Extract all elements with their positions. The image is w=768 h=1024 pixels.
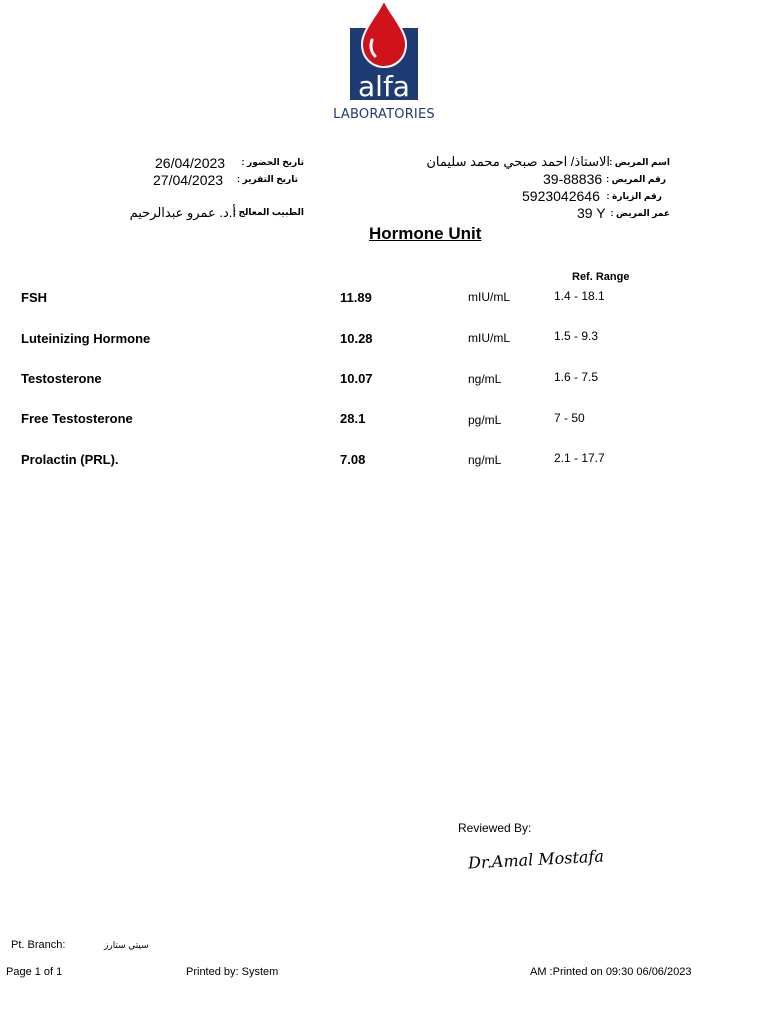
visit-number-value: 5923042646 <box>522 188 600 204</box>
test-name: Testosterone <box>21 371 102 386</box>
patient-name-value: الاستاذ/ احمد صبحي محمد سليمان <box>426 154 610 169</box>
visit-number-label: رقم الزيارة : <box>606 191 662 201</box>
patient-name-label: اسم المريض : <box>609 157 670 167</box>
reviewed-by-label: Reviewed By: <box>458 821 532 835</box>
test-name: Prolactin (PRL). <box>21 452 119 467</box>
patient-age-value: 39 Y <box>577 205 606 221</box>
report-title: Hormone Unit <box>369 224 482 243</box>
test-ref-range: 7 - 50 <box>554 411 585 425</box>
test-unit: ng/mL <box>468 453 502 467</box>
patient-id-value: 39-88836 <box>543 171 603 187</box>
test-result: 28.1 <box>340 411 366 426</box>
doctor-label: الطبيب المعالج : <box>233 207 304 217</box>
test-ref-range: 1.6 - 7.5 <box>554 370 599 384</box>
test-name: FSH <box>21 290 47 305</box>
test-name: Luteinizing Hormone <box>21 331 151 346</box>
test-result: 10.07 <box>340 371 373 386</box>
doctor-name-value: أ.د. عمرو عبدالرحيم <box>129 205 236 220</box>
attendance-date-label: تاريخ الحضور : <box>241 157 304 167</box>
test-result: 11.89 <box>340 290 372 305</box>
test-unit: mIU/mL <box>468 331 510 345</box>
table-row <box>0 451 768 471</box>
test-ref-range: 1.4 - 18.1 <box>554 289 605 303</box>
reviewer-signature: Dr.Amal Mostafa <box>467 846 605 873</box>
test-ref-range: 1.5 - 9.3 <box>554 329 599 343</box>
patient-id-label: رقم المريض : <box>606 174 666 184</box>
page-number: Page 1 of 1 <box>6 966 63 978</box>
test-result: 7.08 <box>340 452 366 467</box>
test-result: 10.28 <box>340 331 373 346</box>
printed-on: AM :Printed on 09:30 06/06/2023 <box>530 966 692 978</box>
test-unit: mIU/mL <box>468 290 510 304</box>
branch-value: سيتي ستارز <box>104 940 149 950</box>
table-row <box>0 329 768 349</box>
attendance-date-value: 26/04/2023 <box>155 155 226 171</box>
table-row <box>0 369 768 389</box>
test-unit: pg/mL <box>468 413 502 427</box>
patient-age-label: عمر المريض : <box>610 208 670 218</box>
test-name: Free Testosterone <box>21 411 133 426</box>
printed-by: Printed by: System <box>186 966 279 978</box>
ref-range-header: Ref. Range <box>572 271 630 283</box>
table-row <box>0 410 768 430</box>
table-row <box>0 288 768 308</box>
blood-drop-icon <box>362 0 406 67</box>
branch-label: Pt. Branch: <box>11 939 66 951</box>
logo-subtitle-text: LABORATORIES <box>333 107 435 122</box>
report-date-label: تاريخ التقرير : <box>237 174 298 184</box>
alfa-laboratories-logo <box>318 0 450 124</box>
test-unit: ng/mL <box>468 372 502 386</box>
report-date-value: 27/04/2023 <box>153 172 224 188</box>
test-ref-range: 2.1 - 17.7 <box>554 451 605 465</box>
logo-brand-text: alfa <box>358 70 410 103</box>
